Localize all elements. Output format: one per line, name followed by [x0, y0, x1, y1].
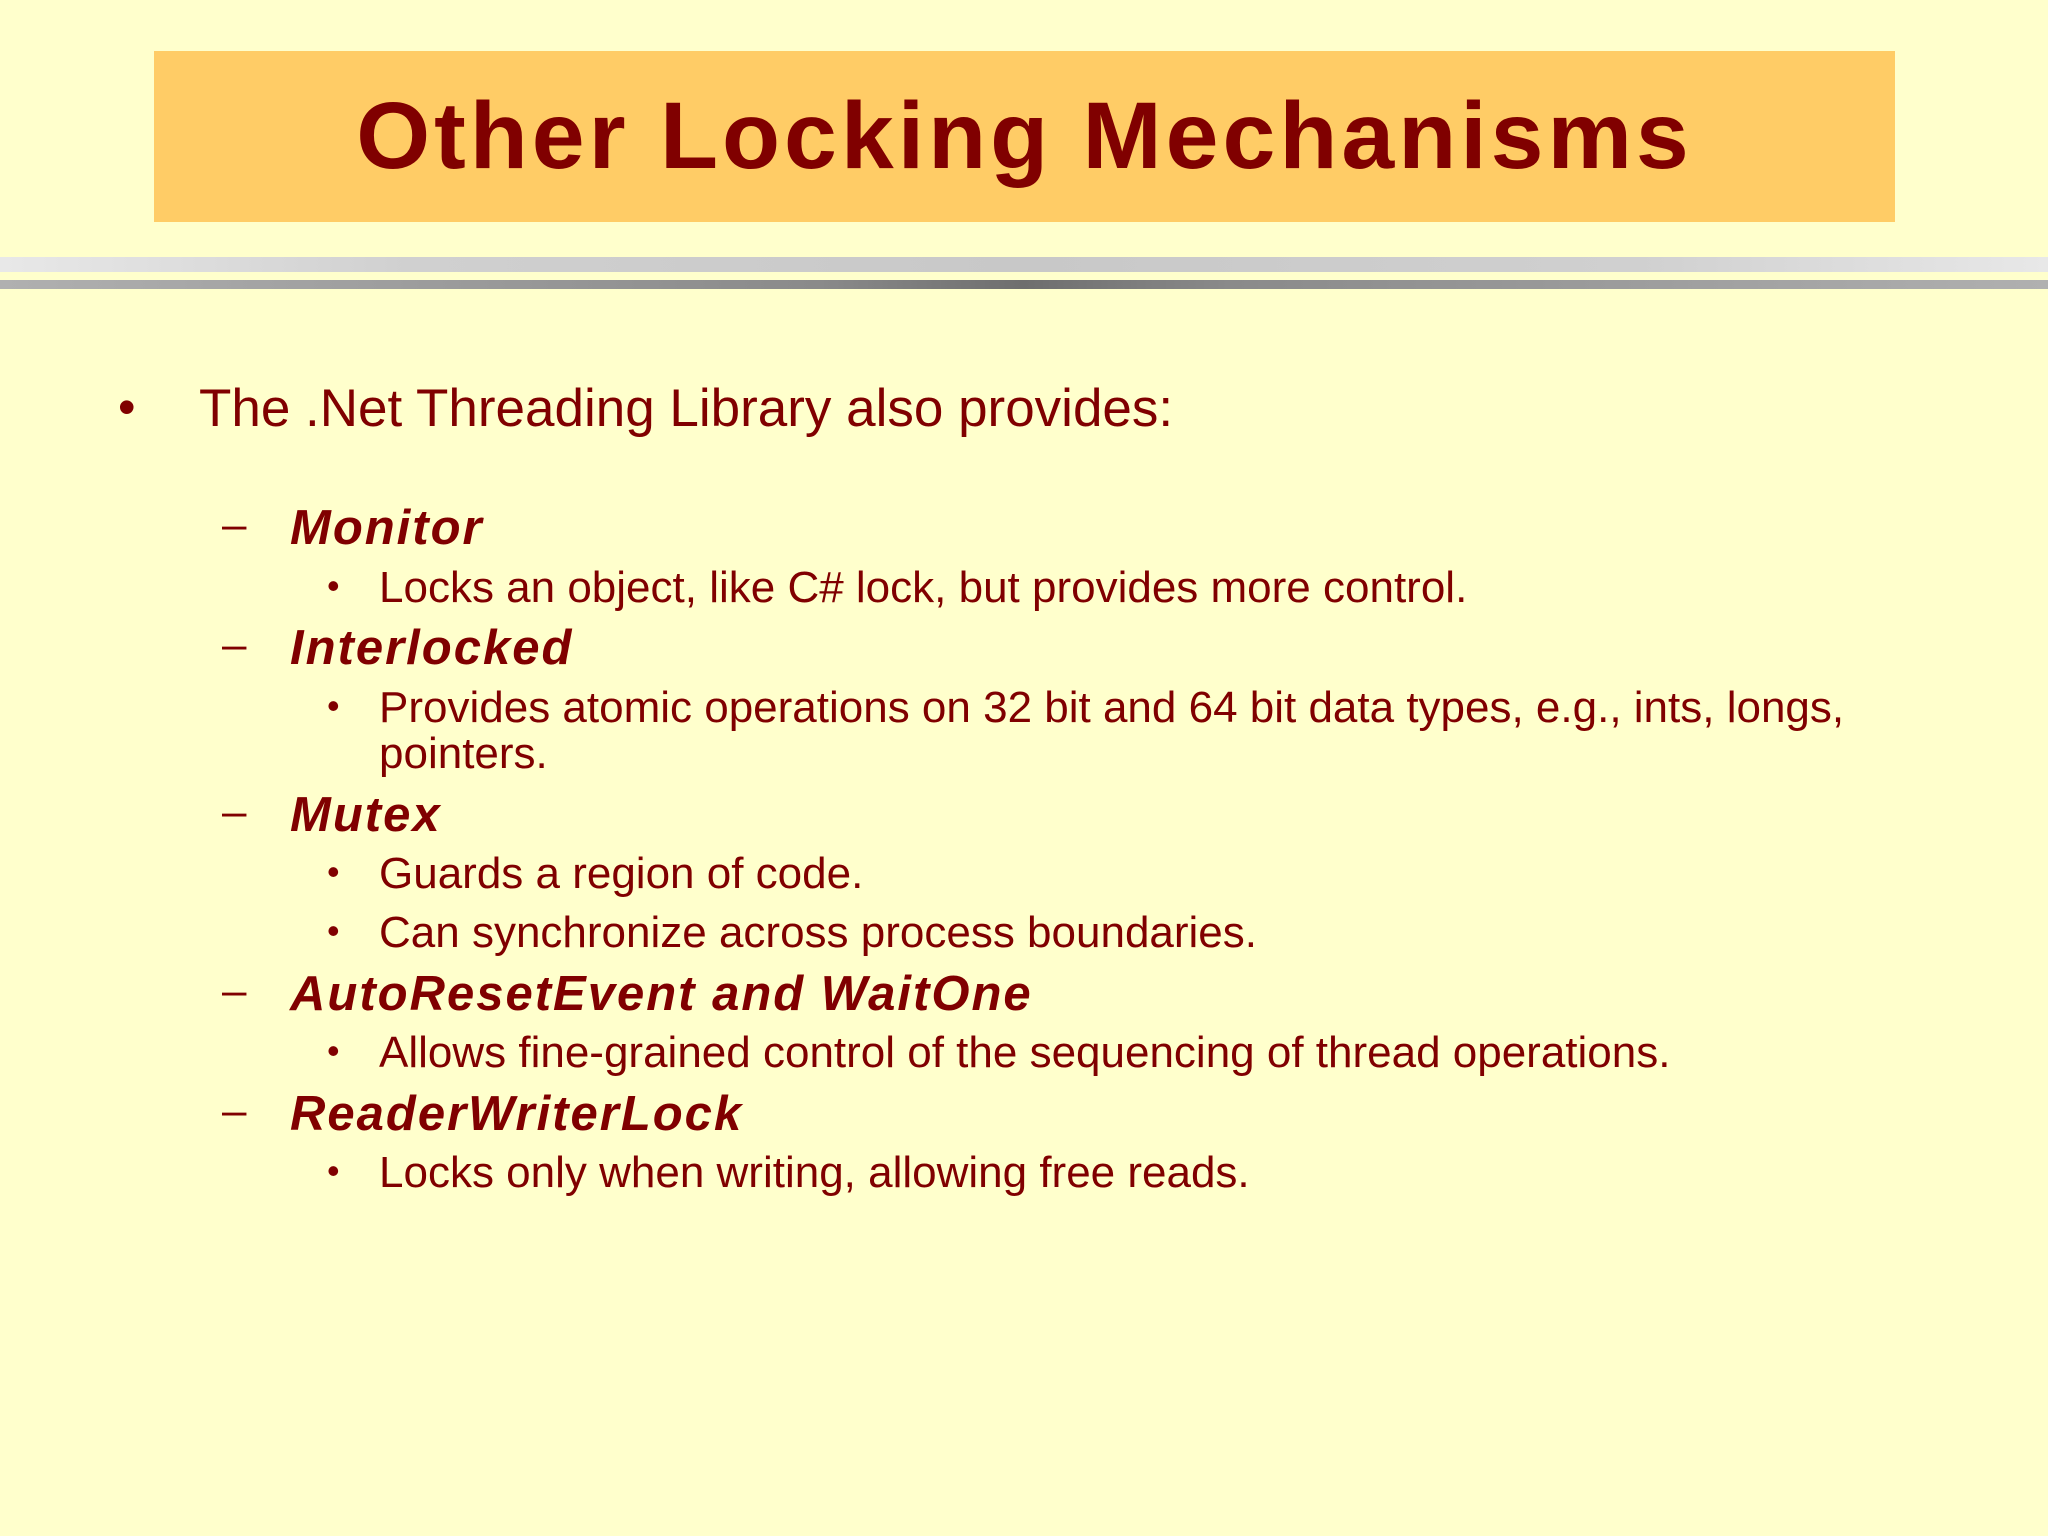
- item-heading-mutex: Mutex: [290, 788, 442, 842]
- divider-top: [0, 257, 2048, 272]
- dash-marker: –: [222, 787, 247, 836]
- dash-marker: –: [222, 620, 247, 669]
- detail-bullet-marker: •: [327, 1150, 340, 1191]
- detail-text: Locks only when writing, allowing free reads.: [379, 1148, 1250, 1197]
- detail-bullet-marker: •: [327, 565, 340, 606]
- detail-text: Locks an object, like C# lock, but provides more control.: [379, 563, 1468, 612]
- dash-marker: –: [222, 966, 247, 1015]
- title-banner: [154, 51, 1895, 222]
- item-heading-autoresetevent: AutoResetEvent and WaitOne: [290, 967, 1033, 1021]
- detail-bullet-marker: •: [327, 851, 340, 892]
- detail-bullet-marker: •: [327, 685, 340, 726]
- item-heading-interlocked: Interlocked: [290, 621, 574, 675]
- intro-text: The .Net Threading Library also provides:: [199, 379, 1174, 438]
- detail-bullet-marker: •: [327, 1030, 340, 1071]
- item-heading-readerwriterlock: ReaderWriterLock: [290, 1087, 744, 1141]
- detail-text: Guards a region of code.: [379, 849, 864, 898]
- detail-bullet-marker: •: [327, 910, 340, 951]
- slide-title: Other Locking Mechanisms: [356, 83, 1693, 189]
- detail-text: Provides atomic operations on 32 bit and 64 bit data types, e.g., ints, longs, pointers.: [379, 683, 1845, 778]
- detail-text: Can synchronize across process boundaries.: [379, 908, 1258, 957]
- dash-marker: –: [222, 500, 247, 549]
- dash-marker: –: [222, 1086, 247, 1135]
- intro-bullet-marker: •: [118, 379, 136, 435]
- detail-text: Allows fine-grained control of the sequencing of thread operations.: [379, 1028, 1671, 1077]
- item-heading-monitor: Monitor: [290, 501, 484, 555]
- divider-bottom: [0, 280, 2048, 289]
